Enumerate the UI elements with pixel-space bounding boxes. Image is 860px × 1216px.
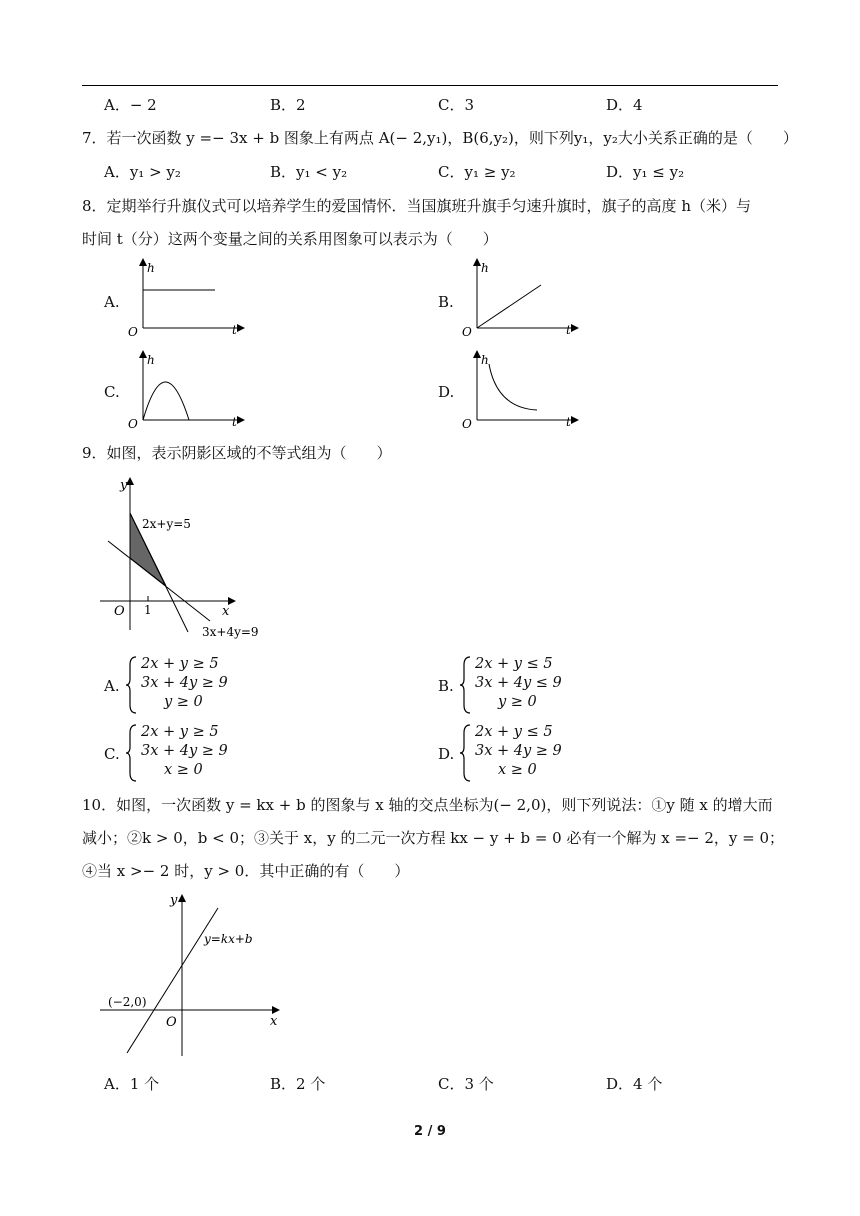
q10-line-label: y=kx+b xyxy=(204,932,253,946)
q8-option-a-label: A. xyxy=(104,293,120,311)
q9a-row2: 3x + 4y ≥ 9 xyxy=(141,675,228,691)
q9-line1-label: 2x+y=5 xyxy=(142,517,191,531)
q8d-o: O xyxy=(462,417,472,431)
q9-stem: 9．如图，表示阴影区域的不等式组为（ ） xyxy=(82,444,392,462)
q7-option-d: D．y₁ ≤ y₂ xyxy=(606,163,685,181)
q10-option-d: D．4 个 xyxy=(606,1075,663,1093)
q9-option-b-system xyxy=(460,655,600,715)
q10-option-b: B．2 个 xyxy=(270,1075,326,1093)
q9d-row2: 3x + 4y ≥ 9 xyxy=(475,743,562,759)
q9d-brace-icon xyxy=(460,723,472,783)
q8-option-b-label: B. xyxy=(438,293,454,311)
q9a-row1: 2x + y ≥ 5 xyxy=(141,656,219,672)
q9c-row3: x ≥ 0 xyxy=(164,762,203,778)
q9c-row2: 3x + 4y ≥ 9 xyxy=(141,743,228,759)
q8b-t: t xyxy=(566,323,571,337)
q9-option-c-system xyxy=(126,723,266,783)
q7-stem: 7．若一次函数 y =− 3x + b 图象上有两点 A(− 2,y₁)，B(6,y₂)，则下列y₁，y₂大小关系正确的是（ ） xyxy=(82,129,798,147)
q8-option-d-label: D. xyxy=(438,383,455,401)
q8-graph-c xyxy=(125,350,245,430)
q8-graph-b xyxy=(459,258,579,338)
q9b-row3: y ≥ 0 xyxy=(498,694,537,710)
q10-stem-line2: 减小；②k > 0，b < 0；③关于 x，y 的二元一次方程 kx − y + b = 0 必有一个解为 x =− 2，y = 0； xyxy=(82,829,785,847)
q7-option-c: C．y₁ ≥ y₂ xyxy=(438,163,516,181)
q8a-h: h xyxy=(147,261,155,275)
q9-option-d-system xyxy=(460,723,600,783)
q8c-h: h xyxy=(147,353,155,367)
q9-option-c-label: C. xyxy=(104,745,120,763)
q9d-row3: x ≥ 0 xyxy=(498,762,537,778)
q6-option-c: C．3 xyxy=(438,96,475,114)
q9-line2-label: 3x+4y=9 xyxy=(202,625,259,639)
q8-graph-d xyxy=(459,350,579,430)
q9-option-d-label: D. xyxy=(438,745,455,763)
q9d-row1: 2x + y ≤ 5 xyxy=(475,724,553,740)
q8a-t: t xyxy=(232,323,237,337)
q8-graph-a xyxy=(125,258,245,338)
q10-stem-line1: 10．如图，一次函数 y = kx + b 的图象与 x 轴的交点坐标为(− 2,0)，则下列说法：①y 随 x 的增大而 xyxy=(82,796,773,814)
q7-option-b: B．y₁ < y₂ xyxy=(270,163,348,181)
q10-origin: O xyxy=(166,1015,177,1030)
q8d-t: t xyxy=(566,415,571,429)
q9-figure xyxy=(98,475,278,645)
q8a-o: O xyxy=(128,325,138,339)
q9a-row3: y ≥ 0 xyxy=(164,694,203,710)
q10-y-label: y xyxy=(170,893,178,908)
q8d-h: h xyxy=(481,353,489,367)
q9c-brace-icon xyxy=(126,723,138,783)
q8b-o: O xyxy=(462,325,472,339)
q8c-t: t xyxy=(232,415,237,429)
header-rule xyxy=(82,85,778,86)
q6-option-a: A．− 2 xyxy=(104,96,157,114)
q9-option-a-label: A. xyxy=(104,677,120,695)
q9-tick-1: 1 xyxy=(144,603,152,617)
q9-y-label: y xyxy=(120,478,128,493)
q9-option-a-system xyxy=(126,655,266,715)
q8-stem-line1: 8．定期举行升旗仪式可以培养学生的爱国情怀．当国旗班升旗手匀速升旗时，旗子的高度 h（米）与 xyxy=(82,197,751,215)
q9b-row1: 2x + y ≤ 5 xyxy=(475,656,553,672)
q9-x-label: x xyxy=(222,604,230,619)
q8c-o: O xyxy=(128,417,138,431)
q10-figure xyxy=(100,888,290,1060)
q8-option-c-label: C. xyxy=(104,383,120,401)
q9b-row2: 3x + 4y ≤ 9 xyxy=(475,675,562,691)
q10-option-a: A．1 个 xyxy=(104,1075,160,1093)
q6-option-b: B．2 xyxy=(270,96,306,114)
q9a-brace-icon xyxy=(126,655,138,715)
q10-stem-line3: ④当 x >− 2 时，y > 0．其中正确的有（ ） xyxy=(82,862,410,880)
q10-x-label: x xyxy=(270,1014,278,1029)
q8b-h: h xyxy=(481,261,489,275)
q9b-brace-icon xyxy=(460,655,472,715)
q8-stem-line2: 时间 t（分）这两个变量之间的关系用图象可以表示为（ ） xyxy=(82,230,498,248)
q9c-row1: 2x + y ≥ 5 xyxy=(141,724,219,740)
page-number: 2 / 9 xyxy=(414,1124,446,1139)
q9-option-b-label: B. xyxy=(438,677,454,695)
q6-option-d: D．4 xyxy=(606,96,643,114)
q10-option-c: C．3 个 xyxy=(438,1075,494,1093)
q10-point-label: (−2,0) xyxy=(108,995,147,1009)
q7-option-a: A．y₁ > y₂ xyxy=(104,163,181,181)
q9-origin: O xyxy=(114,604,125,619)
